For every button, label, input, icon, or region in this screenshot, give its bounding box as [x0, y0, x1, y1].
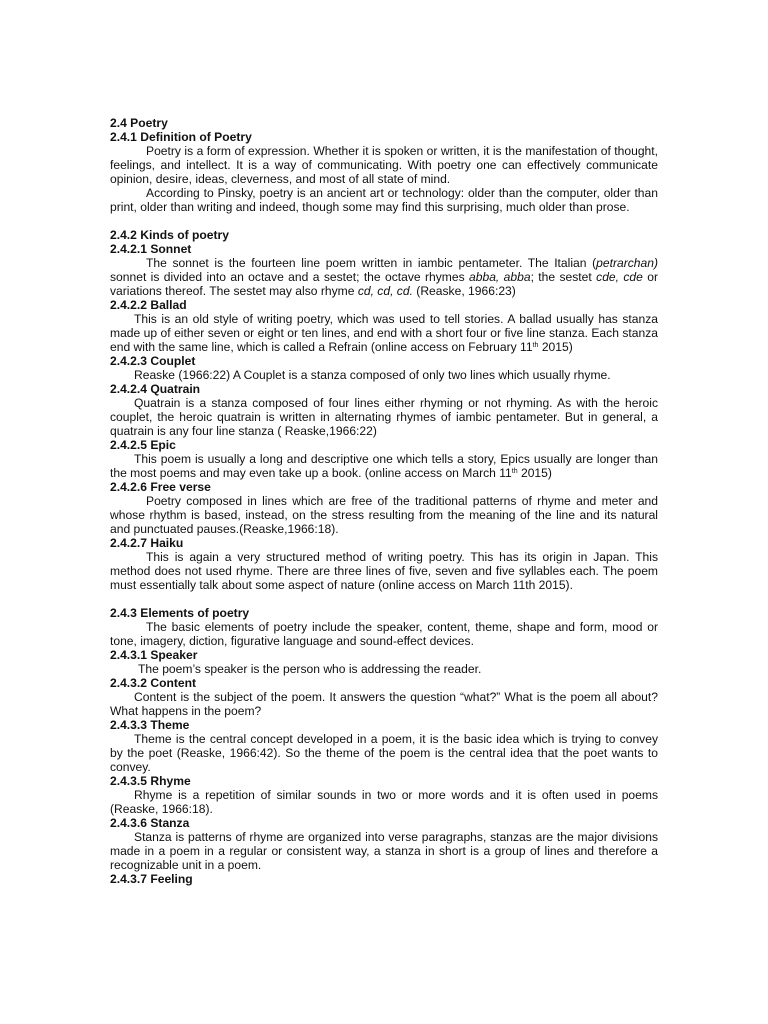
subsection-heading: 2.4.2.6 Free verse: [110, 480, 211, 494]
paragraph: Rhyme is a repetition of similar sounds in two or more words and it is often used in poems (Reaske, 1966:18).: [110, 788, 658, 816]
subsection-heading: 2.4.3.2 Content: [110, 676, 197, 690]
subsection-heading: 2.4.2 Kinds of poetry: [110, 228, 229, 242]
paragraph: The sonnet is the fourteen line poem written in iambic pentameter. The Italian (petrarchan) sonnet is divided into an octave and a sestet; the octave rhymes abba, abba; the sestet cde, cde or variations thereof. The sestet may also rhyme cd, cd, cd. (Reaske, 1966:23): [110, 256, 658, 298]
paragraph: This is again a very structured method of writing poetry. This has its origin in Japan. This method does not used rhyme. There are three lines of five, seven and five syllables each. The poem must essentially talk about some aspect of nature (online access on March 11th 2015).: [110, 550, 658, 592]
paragraph: Poetry is a form of expression. Whether it is spoken or written, it is the manifestation of thought, feelings, and intellect. It is a way of communicating. With poetry one can effectively communicate opinion, desire, ideas, cleverness, and most of all state of mind.: [110, 144, 658, 186]
paragraph: Poetry composed in lines which are free of the traditional patterns of rhyme and meter and whose rhythm is based, instead, on the stress resulting from the meaning of the line and its natural and punctuated pauses.(Reaske,1966:18).: [110, 494, 658, 536]
section-heading: 2.4 Poetry: [110, 116, 168, 130]
subsection-heading: 2.4.3.1 Speaker: [110, 648, 198, 662]
paragraph: This poem is usually a long and descriptive one which tells a story, Epics usually are longer than the most poems and may even take up a book. (online access on March 11th 2015): [110, 452, 658, 480]
subsection-heading: 2.4.3.5 Rhyme: [110, 774, 191, 788]
subsection-heading: 2.4.3.7 Feeling: [110, 872, 193, 886]
paragraph: Theme is the central concept developed in a poem, it is the basic idea which is trying to convey by the poet (Reaske, 1966:42). So the theme of the poem is the central idea that the poet wants to convey.: [110, 732, 658, 774]
paragraph: Reaske (1966:22) A Couplet is a stanza composed of only two lines which usually rhyme.: [134, 368, 611, 382]
subsection-heading: 2.4.2.5 Epic: [110, 438, 176, 452]
paragraph: According to Pinsky, poetry is an ancient art or technology: older than the computer, older than print, older than writing and indeed, though some may find this surprising, much older than prose.: [110, 186, 658, 214]
paragraph: This is an old style of writing poetry, which was used to tell stories. A ballad usually has stanza made up of either seven or eight or ten lines, and end with a short four or five line stanza. Each stanza end with the same line, which is called a Refrain (online access on February 11th 2015): [110, 312, 658, 354]
subsection-heading: 2.4.1 Definition of Poetry: [110, 130, 252, 144]
paragraph: The basic elements of poetry include the speaker, content, theme, shape and form, mood or tone, imagery, diction, figurative language and sound-effect devices.: [110, 620, 658, 648]
paragraph: Quatrain is a stanza composed of four lines either rhyming or not rhyming. As with the heroic couplet, the heroic quatrain is written in alternating rhymes of iambic pentameter. But in general, a quatrain is any four line stanza ( Reaske,1966:22): [110, 396, 658, 438]
subsection-heading: 2.4.2.4 Quatrain: [110, 382, 201, 396]
paragraph: The poem’s speaker is the person who is addressing the reader.: [138, 662, 482, 676]
subsection-heading: 2.4.2.1 Sonnet: [110, 242, 192, 256]
subsection-heading: 2.4.2.7 Haiku: [110, 536, 184, 550]
subsection-heading: 2.4.3 Elements of poetry: [110, 606, 250, 620]
subsection-heading: 2.4.2.2 Ballad: [110, 298, 187, 312]
subsection-heading: 2.4.2.3 Couplet: [110, 354, 196, 368]
document-page: [110, 116, 658, 886]
subsection-heading: 2.4.3.6 Stanza: [110, 816, 190, 830]
subsection-heading: 2.4.3.3 Theme: [110, 718, 190, 732]
paragraph: Content is the subject of the poem. It answers the question “what?” What is the poem all about? What happens in the poem?: [110, 690, 658, 718]
paragraph: Stanza is patterns of rhyme are organized into verse paragraphs, stanzas are the major divisions made in a poem in a regular or consistent way, a stanza in short is a group of lines and therefore a recognizable unit in a poem.: [110, 830, 658, 872]
